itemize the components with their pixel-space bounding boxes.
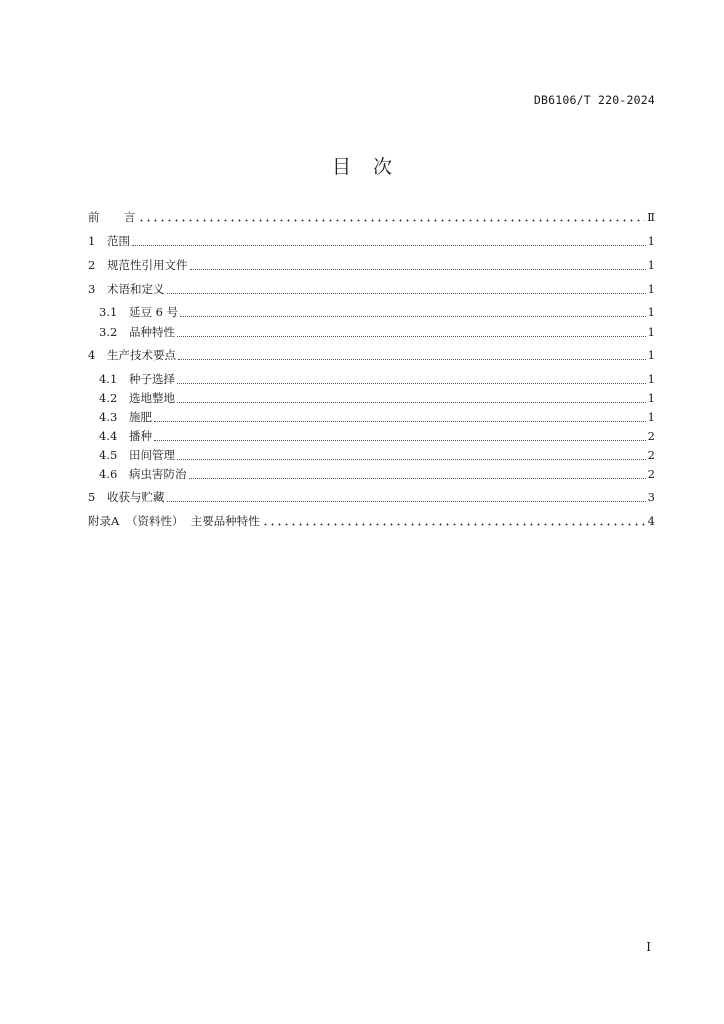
- toc-entry-4-5[interactable]: [99, 446, 655, 464]
- toc-entry-normative-references[interactable]: [88, 256, 655, 274]
- toc-leader-dots: [177, 382, 646, 384]
- toc-entry-page: 1: [647, 391, 655, 405]
- toc-entry-4-3[interactable]: [99, 408, 655, 426]
- toc-entry-number: 3.1: [99, 305, 118, 319]
- toc-entry-label: 术语和定义: [107, 282, 165, 296]
- page-number: I: [646, 940, 651, 954]
- toc-entry-number: 2: [88, 258, 96, 272]
- toc-entry-4-4[interactable]: [99, 427, 655, 445]
- toc-entry-label: 收获与贮藏: [107, 490, 165, 504]
- toc-entry-production-points[interactable]: [88, 346, 655, 364]
- toc-entry-number: 4.6: [99, 467, 118, 481]
- toc-entry-page: 1: [647, 325, 655, 339]
- toc-entry-number: 4: [88, 348, 96, 362]
- toc-title-part2: 次: [373, 156, 393, 178]
- toc-title-part1: 目: [331, 156, 351, 178]
- toc-entry-page: 2: [647, 448, 655, 462]
- toc-leader-dots: [190, 268, 646, 270]
- toc-leader-dots: [167, 500, 646, 502]
- toc-entry-number: 4.3: [99, 410, 118, 424]
- toc-entry-number: 3: [88, 282, 96, 296]
- toc-entry-label: 延豆 6 号: [129, 305, 179, 319]
- toc-entry-page: 1: [647, 282, 655, 296]
- toc-leader-dots: [154, 439, 646, 441]
- toc-leader-dots: [180, 315, 646, 317]
- toc-entry-page: 1: [647, 410, 655, 424]
- toc-entry-number: 4.1: [99, 372, 118, 386]
- toc-entry-page: 3: [647, 490, 655, 504]
- toc-entry-appendix-a[interactable]: [88, 512, 655, 530]
- toc-entry-label: 病虫害防治: [129, 467, 187, 481]
- toc-entry-page: Ⅱ: [647, 210, 655, 224]
- toc-entry-page: 1: [647, 348, 655, 362]
- toc-entry-label: 规范性引用文件: [107, 258, 188, 272]
- toc-leader-dots: [167, 292, 646, 294]
- toc-entry-4-6[interactable]: [99, 465, 655, 483]
- toc-entry-3-1[interactable]: [99, 303, 655, 321]
- toc-entry-number: 4.5: [99, 448, 118, 462]
- toc-entry-4-2[interactable]: [99, 389, 655, 407]
- toc-entry-number: 前: [88, 210, 100, 224]
- toc-leader-dots: [154, 420, 646, 422]
- toc-entry-label: 言: [124, 210, 136, 224]
- toc-entry-4-1[interactable]: [99, 370, 655, 388]
- toc-entry-scope[interactable]: [88, 232, 655, 250]
- toc-entry-label: 范围: [107, 234, 130, 248]
- toc-title: [0, 152, 724, 179]
- toc-entry-page: 4: [647, 514, 655, 528]
- toc-entry-label: （资料性） 主要品种特性: [126, 514, 260, 528]
- toc-leader-dots: [132, 244, 646, 246]
- toc-entry-number: 3.2: [99, 325, 118, 339]
- toc-entry-page: 1: [647, 258, 655, 272]
- toc-entry-terms[interactable]: [88, 280, 655, 298]
- toc-leader-dots: [138, 219, 646, 222]
- toc-leader-dots: [262, 523, 646, 526]
- toc-leader-dots: [177, 335, 646, 337]
- toc-entry-number: 5: [88, 490, 96, 504]
- toc-entry-page: 2: [647, 467, 655, 481]
- toc-entry-page: 2: [647, 429, 655, 443]
- toc-leader-dots: [178, 358, 646, 360]
- toc-entry-label: 品种特性: [129, 325, 175, 339]
- toc-entry-page: 1: [647, 372, 655, 386]
- toc-entry-label: 选地整地: [129, 391, 175, 405]
- toc-entry-label: 种子选择: [129, 372, 175, 386]
- toc-entry-number: 4.2: [99, 391, 118, 405]
- toc-leader-dots: [177, 401, 646, 403]
- toc-entry-label: 施肥: [129, 410, 152, 424]
- toc-entry-harvest-storage[interactable]: [88, 488, 655, 506]
- toc-entry-label: 生产技术要点: [107, 348, 176, 362]
- toc-entry-3-2[interactable]: [99, 323, 655, 341]
- toc-entry-page: 1: [647, 305, 655, 319]
- toc-entry-label: 播种: [129, 429, 152, 443]
- toc-entry-number: 附录A: [88, 514, 120, 528]
- toc-entry-foreword[interactable]: [88, 208, 655, 226]
- toc-entry-page: 1: [647, 234, 655, 248]
- document-code: DB6106/T 220-2024: [533, 93, 655, 107]
- toc-leader-dots: [189, 477, 646, 479]
- toc-entry-label: 田间管理: [129, 448, 175, 462]
- toc-entry-number: 1: [88, 234, 96, 248]
- toc-leader-dots: [177, 458, 646, 460]
- toc-entry-number: 4.4: [99, 429, 118, 443]
